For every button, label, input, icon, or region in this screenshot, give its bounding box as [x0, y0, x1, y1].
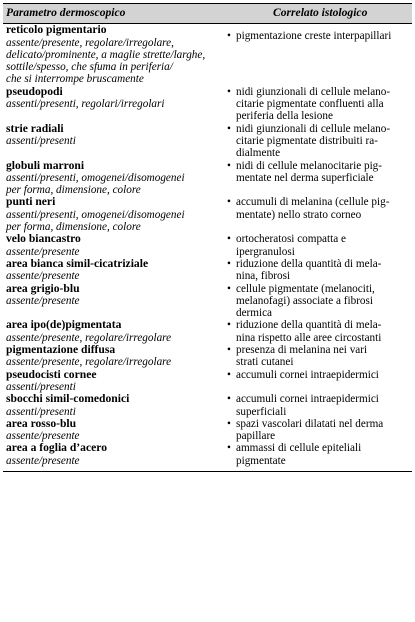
parameter-name: sbocchi simil-comedonici	[6, 392, 130, 406]
correlate-line: ipergranulosi	[236, 245, 295, 258]
parameter-options: assenti/presenti, regolari/irregolari	[6, 98, 165, 111]
parameter-options: assente/presente, regolare/irregolare,	[6, 36, 174, 49]
correlate-cell	[223, 319, 412, 344]
parameter-cell	[3, 442, 223, 471]
parameter-cell	[3, 233, 223, 258]
parameter-options: assenti/presenti	[6, 405, 76, 418]
correlate-text	[226, 344, 410, 369]
correlate-text	[226, 283, 410, 320]
correlate-line: melanofagi) associate a fibrosi	[236, 294, 373, 307]
bullet-icon: •	[227, 30, 231, 43]
correlate-text	[226, 319, 410, 344]
parameter-cell	[3, 319, 223, 344]
parameter-name: pigmentazione diffusa	[6, 343, 116, 357]
correlate-line: accumuli di melanina (cellule pig-	[236, 196, 390, 209]
parameter-options: delicato/prominente, a maglie strette/larghe,	[6, 48, 206, 61]
parameter-cell	[3, 160, 223, 197]
correlate-line: papillare	[236, 430, 276, 443]
parameter-name: area bianca simil-cicatriziale	[6, 256, 149, 270]
correlate-text	[226, 123, 410, 160]
bullet-icon: •	[227, 85, 231, 98]
parameter-name: strie radiali	[6, 121, 64, 135]
correlate-cell	[223, 123, 412, 160]
parameter-cell	[3, 258, 223, 283]
correlate-text	[226, 393, 410, 418]
correlate-cell	[223, 233, 412, 258]
table-header	[3, 4, 412, 24]
table-row	[3, 442, 412, 471]
correlate-cell	[223, 258, 412, 283]
table-row	[3, 393, 412, 418]
correlate-cell	[223, 369, 412, 394]
parameter-name: reticolo pigmentario	[6, 23, 107, 37]
table-row	[3, 258, 412, 283]
table-row	[3, 283, 412, 320]
correlate-line: strati cutanei	[236, 356, 294, 369]
table-row	[3, 86, 412, 123]
parameter-name: area grigio-blu	[6, 281, 80, 295]
table-row	[3, 160, 412, 197]
header-parametro: Parametro dermoscopico	[3, 4, 223, 24]
correlate-line: citarie pigmentate distribuiti ra-	[236, 134, 378, 147]
table-row	[3, 123, 412, 160]
parameter-options: assente/presente	[6, 454, 80, 467]
correlate-line: mentate) nello strato corneo	[236, 208, 362, 221]
correlate-line: dermica	[236, 307, 273, 320]
parameter-options: assenti/presenti	[6, 380, 76, 393]
table-row	[3, 233, 412, 258]
parameter-name: area ipo(de)pigmentata	[6, 318, 122, 332]
correlate-line: pigmentazione creste interpapillari	[236, 30, 392, 43]
table-row	[3, 319, 412, 344]
correlate-text	[226, 442, 410, 467]
correlate-cell	[223, 344, 412, 369]
bullet-icon: •	[227, 319, 231, 332]
table-row	[3, 196, 412, 233]
parameter-name: punti neri	[6, 195, 56, 209]
bullet-icon: •	[227, 442, 231, 455]
correlate-text	[226, 86, 410, 123]
bullet-icon: •	[227, 196, 231, 209]
bullet-icon: •	[227, 368, 231, 381]
parameter-name: pseudopodi	[6, 84, 63, 98]
dermoscopy-table	[3, 3, 412, 472]
parameter-name: globuli marroni	[6, 158, 85, 172]
correlate-text	[226, 30, 410, 42]
correlate-line: nidi giunzionali di cellule melano-	[236, 85, 391, 98]
table-row	[3, 344, 412, 369]
table-row	[3, 24, 412, 86]
parameter-cell	[3, 196, 223, 233]
parameter-name: velo biancastro	[6, 232, 81, 246]
correlate-line: nina rispetto alle aree circostanti	[236, 331, 382, 344]
parameter-options: assenti/presenti, omogenei/disomogenei	[6, 208, 185, 221]
parameter-options: assenti/presenti	[6, 134, 76, 147]
parameter-cell	[3, 393, 223, 418]
bullet-icon: •	[227, 417, 231, 430]
parameter-options: assente/presente	[6, 270, 80, 283]
table-row	[3, 369, 412, 394]
parameter-cell	[3, 369, 223, 394]
parameter-options: assente/presente	[6, 245, 80, 258]
correlate-line: ortocheratosi compatta e	[236, 233, 346, 246]
correlate-text	[226, 233, 410, 258]
correlate-text	[226, 196, 410, 221]
correlate-cell	[223, 442, 412, 471]
correlate-line: citarie pigmentate confluenti alla	[236, 98, 384, 111]
correlate-cell	[223, 24, 412, 86]
correlate-line: mentate nel derma superficiale	[236, 171, 374, 184]
table-row	[3, 418, 412, 443]
correlate-line: ammassi di cellule epiteliali	[236, 442, 362, 455]
correlate-cell	[223, 393, 412, 418]
correlate-line: nina, fibrosi	[236, 270, 291, 283]
parameter-name: pseudocisti cornee	[6, 367, 97, 381]
correlate-line: nidi giunzionali di cellule melano-	[236, 122, 391, 135]
header-row	[3, 4, 412, 24]
correlate-cell	[223, 86, 412, 123]
parameter-options: per forma, dimensione, colore	[6, 184, 141, 197]
bullet-icon: •	[227, 344, 231, 357]
correlate-text	[226, 369, 410, 381]
correlate-line: cellule pigmentate (melanociti,	[236, 282, 375, 295]
correlate-cell	[223, 418, 412, 443]
header-correlato: Correlato istologico	[223, 4, 412, 24]
correlate-text	[226, 258, 410, 283]
correlate-text	[226, 418, 410, 443]
parameter-options: assente/presente, regolare/irregolare	[6, 331, 172, 344]
parameter-cell	[3, 24, 223, 86]
correlate-line: presenza di melanina nei vari	[236, 344, 368, 357]
parameter-options: assenti/presenti, omogenei/disomogenei	[6, 171, 185, 184]
correlate-line: superficiali	[236, 405, 287, 418]
correlate-line: accumuli cornei intraepidermici	[236, 393, 379, 406]
correlate-cell	[223, 283, 412, 320]
parameter-options: assente/presente, regolare/irregolare	[6, 356, 172, 369]
parameter-options: assente/presente	[6, 294, 80, 307]
bullet-icon: •	[227, 257, 231, 270]
correlate-line: nidi di cellule melanocitarie pig-	[236, 159, 383, 172]
table-body	[3, 24, 412, 472]
bullet-icon: •	[227, 282, 231, 295]
correlate-line: periferia della lesione	[236, 110, 333, 123]
parameter-name: area a foglia d’acero	[6, 441, 107, 455]
bullet-icon: •	[227, 233, 231, 246]
parameter-cell	[3, 86, 223, 123]
parameter-name: area rosso-blu	[6, 416, 77, 430]
parameter-options: sottile/spesso, che sfuma in periferia/	[6, 61, 173, 74]
correlate-line: riduzione della quantità di mela-	[236, 319, 382, 332]
bullet-icon: •	[227, 393, 231, 406]
parameter-options: per forma, dimensione, colore	[6, 221, 141, 234]
parameter-cell	[3, 283, 223, 320]
correlate-line: dialmente	[236, 147, 281, 160]
bullet-icon: •	[227, 159, 231, 172]
parameter-options: assente/presente	[6, 430, 80, 443]
correlate-cell	[223, 160, 412, 197]
parameter-options: che si interrompe bruscamente	[6, 73, 144, 86]
correlate-line: accumuli cornei intraepidermici	[236, 368, 379, 381]
parameter-cell	[3, 418, 223, 443]
parameter-cell	[3, 123, 223, 160]
correlate-cell	[223, 196, 412, 233]
bullet-icon: •	[227, 122, 231, 135]
parameter-cell	[3, 344, 223, 369]
correlate-line: pigmentate	[236, 454, 286, 467]
correlate-text	[226, 160, 410, 185]
correlate-line: riduzione della quantità di mela-	[236, 257, 382, 270]
correlate-line: spazi vascolari dilatati nel derma	[236, 417, 384, 430]
